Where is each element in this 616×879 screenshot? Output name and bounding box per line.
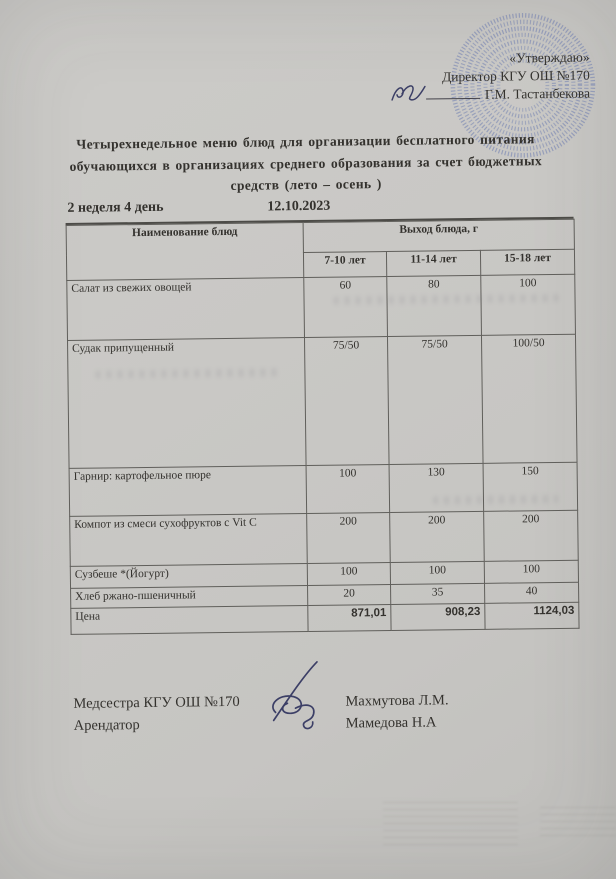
portion-cell: 60	[304, 277, 388, 338]
portion-cell: 100	[307, 563, 390, 586]
portion-cell: 200	[390, 511, 485, 562]
portion-cell: 100	[481, 274, 576, 335]
date-label: 12.10.2023	[267, 198, 331, 215]
approval-word: «Утверждаю»	[509, 49, 590, 66]
menu-table	[66, 219, 580, 635]
week-day-label: 2 неделя 4 день	[67, 199, 164, 216]
footer-role-nurse: Медсестра КГУ ОШ №170	[73, 693, 240, 712]
nurse-signature-scribble	[259, 656, 350, 733]
footer-name-nurse: Махмутова Л.М.	[345, 692, 449, 710]
footer-roles	[73, 691, 240, 737]
dish-name-cell: Судак припущенный	[68, 338, 307, 469]
portion-cell: 40	[485, 582, 579, 603]
approval-block	[290, 49, 591, 107]
menu-row-garnish	[69, 462, 578, 516]
dish-name-cell: Салат из свежих овощей	[67, 278, 305, 341]
portion-cell: 200	[307, 513, 391, 564]
price-cell: 871,01	[308, 605, 391, 632]
menu-row-salad	[67, 274, 576, 340]
age-column-header-1: 7-10 лет	[303, 252, 386, 278]
portion-cell: 130	[389, 463, 484, 512]
dish-name-cell: Хлеб ржано-пшеничный	[71, 586, 308, 609]
title-line-1: Четырехнедельное меню блюд для организации бесплатного питания	[76, 131, 535, 152]
price-cell: 1124,03	[485, 602, 579, 629]
portion-cell: 150	[483, 462, 578, 511]
portion-cell: 100	[484, 560, 578, 583]
age-column-header-2: 11-14 лет	[386, 250, 480, 276]
footer-name-tenant: Мамедова Н.А	[345, 714, 437, 732]
bleed-through-smudge	[433, 495, 558, 505]
portion-cell: 100	[306, 465, 390, 514]
output-group-header: Выход блюда, г	[303, 219, 574, 252]
price-row	[71, 602, 579, 634]
title-line-2: обучающихся в организациях среднего образования за счет бюджетных	[69, 152, 543, 174]
portion-cell: 20	[308, 585, 391, 606]
portion-cell: 80	[387, 275, 482, 336]
age-column-header-3: 15-18 лет	[480, 249, 574, 275]
name-column-header: Наименование блюд	[66, 223, 304, 281]
title-line-3: средств (лето – осень )	[230, 176, 382, 193]
director-signature-scribble	[385, 78, 429, 107]
director-name: Г.М. Тастанбекова	[484, 85, 591, 102]
price-label-cell: Цена	[71, 606, 308, 635]
menu-row-compote	[70, 510, 579, 566]
menu-row-fish	[68, 334, 578, 468]
portion-cell: 75/50	[304, 337, 389, 466]
approval-signature-line	[290, 85, 590, 107]
approval-director-line: Директор КГУ ОШ №170	[441, 67, 590, 85]
portion-cell: 200	[484, 510, 579, 561]
paper-streak	[383, 800, 518, 845]
document-title	[52, 128, 559, 199]
footer-role-tenant: Арендатор	[73, 717, 140, 734]
price-cell: 908,23	[391, 603, 485, 630]
dish-name-cell: Компот из смеси сухофруктов с Vit C	[70, 514, 308, 567]
portion-cell: 35	[391, 583, 485, 604]
paper-streak	[540, 806, 616, 836]
signature-line-rule	[426, 86, 480, 100]
portion-cell: 75/50	[387, 335, 483, 464]
dish-name-cell: Сузбеше *(Йогурт)	[70, 564, 307, 589]
dish-name-cell: Гарнир: картофельное пюре	[69, 466, 307, 517]
portion-cell: 100/50	[481, 334, 577, 463]
footer-names	[345, 689, 449, 734]
portion-cell: 100	[390, 561, 484, 584]
